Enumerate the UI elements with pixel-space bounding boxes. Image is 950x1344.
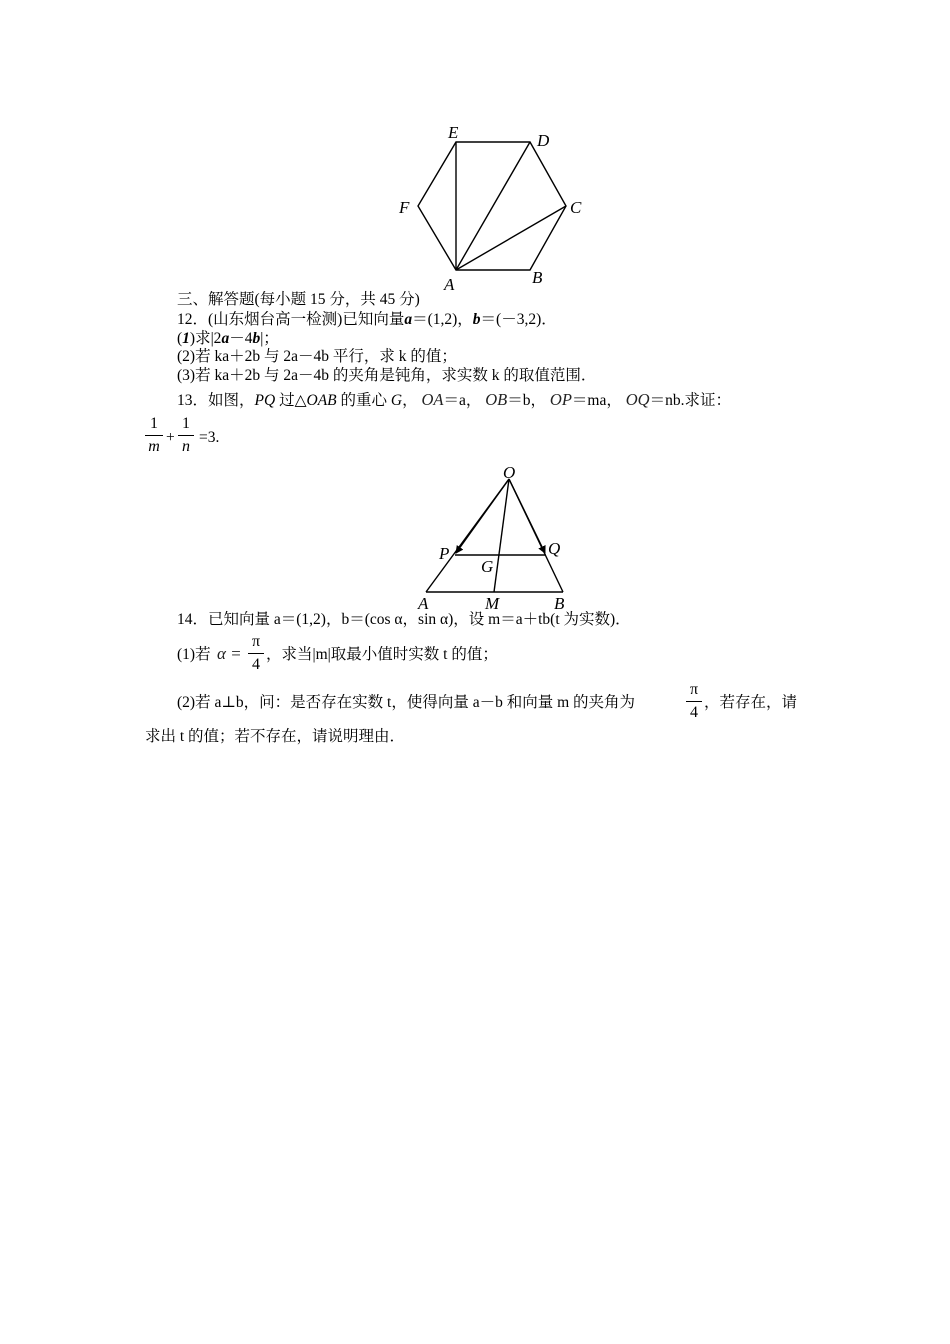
hex-label-C: C bbox=[570, 198, 582, 217]
hexagon-outline bbox=[418, 142, 566, 270]
q14-part1-alpha: α = bbox=[217, 644, 242, 663]
q13-vec-ob: OB bbox=[485, 390, 508, 409]
hex-label-A: A bbox=[444, 275, 455, 294]
q13-vec-oa: OA bbox=[421, 390, 444, 409]
q13-number: 13． bbox=[177, 392, 209, 409]
q12-part1-b: b bbox=[252, 330, 261, 347]
q12-vec-b: b bbox=[472, 311, 481, 328]
diagonal-AC bbox=[456, 206, 566, 270]
q13-vec-oq: OQ bbox=[625, 390, 650, 409]
q13-eq-ma: ＝ma， bbox=[571, 392, 622, 409]
tri-label-A: A bbox=[418, 594, 429, 613]
q13-plus: + bbox=[166, 429, 175, 446]
q12-a-rest: ＝(1,2)， bbox=[412, 311, 473, 328]
q12-part1-num: 1 bbox=[182, 330, 190, 347]
q14-number: 14． bbox=[177, 611, 209, 628]
q14-part2-tail: ，若存在，请 bbox=[704, 694, 798, 711]
q14-part1-prefix: (1)若 bbox=[177, 646, 211, 663]
tri-label-M: M bbox=[485, 594, 500, 613]
q13-result: =3. bbox=[199, 429, 220, 446]
hexagon-figure bbox=[390, 118, 590, 294]
q13-text3: 的重心 bbox=[340, 392, 388, 409]
q13-eq-nb: ＝nb.求证： bbox=[649, 392, 731, 409]
q13-oab: OAB bbox=[306, 392, 337, 409]
q13-pq: PQ bbox=[254, 392, 276, 409]
vector-OQ-arrow bbox=[509, 479, 545, 553]
q12-number: 12． bbox=[177, 311, 209, 328]
q14-part2-line2: 求出 t 的值；若不存在，请说明理由． bbox=[145, 728, 406, 745]
triangle-figure bbox=[415, 460, 575, 614]
q13-frac-1-n: 1 n bbox=[178, 415, 194, 456]
hex-label-F: F bbox=[399, 198, 410, 217]
q14-part2-fraction: π 4 bbox=[686, 681, 702, 722]
q12-part1-mid: －4 bbox=[229, 330, 253, 347]
q14-part1-text: ，求当|m|取最小值时实数 t 的值； bbox=[266, 646, 498, 663]
q12-source: (山东烟台高一检测)已知向量 bbox=[208, 311, 405, 328]
q12-b-rest: ＝(－3,2)． bbox=[480, 311, 557, 328]
tri-label-Q: Q bbox=[548, 539, 561, 558]
q12-part1-prefix: ( bbox=[177, 330, 183, 347]
hex-label-B: B bbox=[532, 268, 543, 287]
tri-label-B: B bbox=[554, 594, 565, 613]
q13-vec-op: OP bbox=[549, 390, 572, 409]
q13-text4: ， bbox=[402, 392, 418, 409]
q13-frac-1-m: 1 m bbox=[145, 415, 163, 456]
tri-label-P: P bbox=[439, 544, 450, 563]
q13-text2: 过△ bbox=[279, 392, 307, 409]
tri-label-O: O bbox=[503, 463, 516, 482]
q13-stem bbox=[177, 390, 731, 411]
q14-part1-fraction: π 4 bbox=[248, 633, 264, 674]
hex-label-E: E bbox=[448, 123, 459, 142]
q13-eq-a: ＝a， bbox=[443, 392, 482, 409]
q14-part2-text: (2)若 a⊥b，问：是否存在实数 t，使得向量 a－b 和向量 m 的夹角为 bbox=[177, 694, 636, 711]
q12-part3: (3)若 ka＋2b 与 2a－4b 的夹角是钝角，求实数 k 的取值范围． bbox=[177, 367, 597, 384]
q12-part1-a: a bbox=[221, 330, 230, 347]
hex-label-D: D bbox=[537, 131, 550, 150]
diagonal-AD bbox=[456, 142, 530, 270]
q13-g: G bbox=[390, 392, 403, 409]
section-heading: 三、解答题(每小题 15 分，共 45 分) bbox=[177, 291, 420, 308]
q14-intro: 已知向量 a＝(1,2)，b＝(cos α，sin α)，设 m＝a＋tb(t 为实数)． bbox=[208, 611, 631, 628]
q14-stem bbox=[177, 610, 631, 630]
tri-label-G: G bbox=[481, 557, 494, 576]
q13-eq-b: ＝b， bbox=[507, 392, 547, 409]
q12-part1-text: )求|2 bbox=[189, 330, 222, 347]
q12-part1-end: |； bbox=[260, 330, 279, 347]
q12-stem bbox=[177, 310, 557, 330]
q12-vec-a: a bbox=[404, 311, 413, 328]
q13-text1: 如图， bbox=[208, 392, 255, 409]
q12-part1 bbox=[177, 329, 279, 349]
q12-part2: (2)若 ka＋2b 与 2a－4b 平行，求 k 的值； bbox=[177, 348, 457, 365]
